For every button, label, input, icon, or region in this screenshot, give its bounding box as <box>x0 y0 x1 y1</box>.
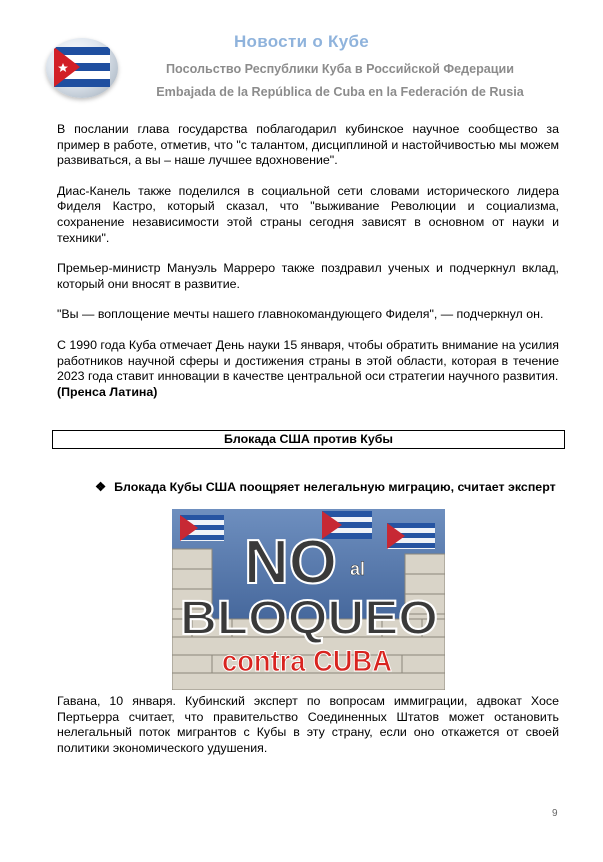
image-text-al: al <box>350 559 366 579</box>
page-number: 9 <box>552 808 558 819</box>
article-headline <box>95 479 556 494</box>
source-credit: (Пренса Латина) <box>57 384 158 399</box>
paragraph: "Вы — воплощение мечты нашего главнокомандующего Фиделя", — подчеркнул он. <box>57 307 544 322</box>
embassy-name-es: Embajada de la República de Cuba en la Federación de Rusia <box>156 85 524 99</box>
page-header <box>0 0 603 110</box>
paragraph: Премьер-министр Мануэль Марреро также поздравил ученых и подчеркнул вклад, который они вносят в развитие. <box>57 261 559 291</box>
image-text-contra-cuba: contra CUBA <box>222 645 392 678</box>
paragraph: С 1990 года Куба отмечает День науки 15 января, чтобы обратить внимание на усилия работников научной сферы и достижения страны в этой области, которая в течение 2023 года ставит инновации в качестве центральной оси стратегии научного развития. <box>57 337 559 384</box>
article-body <box>57 122 559 400</box>
article-lead-container <box>57 694 559 756</box>
paragraph: Диас-Канель также поделился в социальной сети словами исторического лидера Фиделя Кастро, который сказал, что "выживание Революции и социализма, сохранение независимости этой страны сегодня зависят в основном от науки и техники". <box>57 183 559 245</box>
article-lead: Гавана, 10 января. Кубинский эксперт по вопросам иммиграции, адвокат Хосе Пертьерра считает, что правительство Соединенных Штатов может остановить нелегальный поток мигрантов с Кубы в эту страну, если оно откажется от своей политики экономического удушения. <box>57 694 559 755</box>
diamond-bullet-icon: ❖ <box>95 480 107 494</box>
image-text-no: NO <box>244 528 337 597</box>
newsletter-title: Новости о Кубе <box>233 32 370 51</box>
paragraph: В послании глава государства поблагодарил кубинское научное сообщество за пример в работе, отметив, что "с талантом, дисциплиной и настойчивостью мы можем развиваться, а вы – наше лучшее вдохновение". <box>57 122 559 168</box>
section-title: Блокада США против Кубы <box>52 430 565 449</box>
image-text-bloqueo: BLOQUEO <box>180 592 438 645</box>
headline-text: Блокада Кубы США поощряет нелегальную миграцию, считает эксперт <box>114 480 556 494</box>
embassy-name-ru: Посольство Республики Куба в Российской Федерации <box>166 62 514 76</box>
article-image <box>172 509 445 690</box>
